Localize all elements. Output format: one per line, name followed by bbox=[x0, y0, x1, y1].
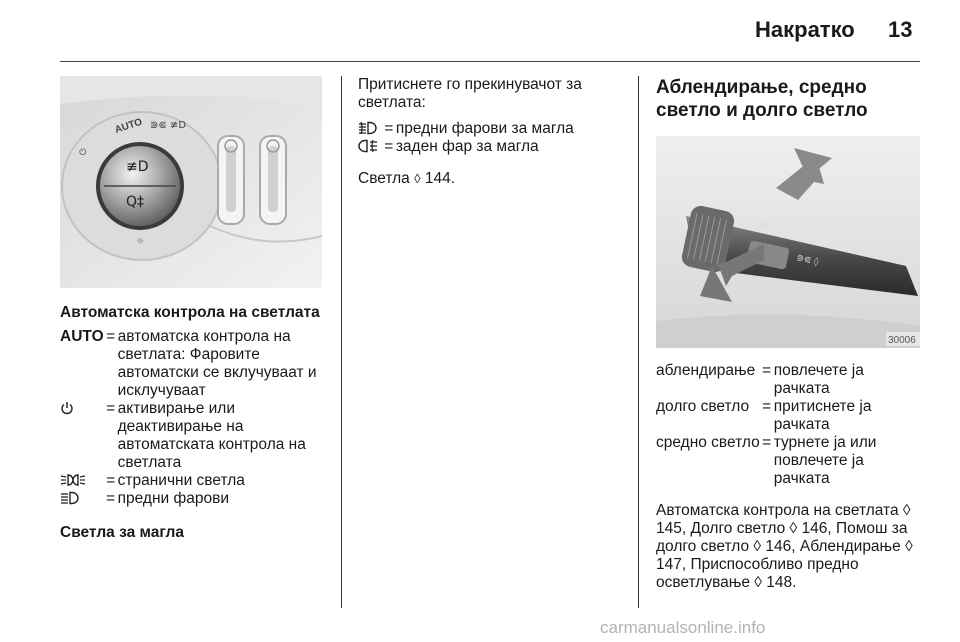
fog-reference bbox=[358, 170, 608, 188]
definition-term: долго светло bbox=[656, 398, 750, 415]
definition-desc: предни фарови за магла bbox=[395, 120, 574, 137]
column-1 bbox=[60, 76, 324, 548]
reference-text: Светла bbox=[358, 170, 410, 187]
definition-desc: притиснете ја рачката bbox=[773, 398, 872, 433]
fog-lights-heading: Светла за магла bbox=[60, 524, 184, 541]
definition-row bbox=[656, 398, 924, 434]
page-header bbox=[0, 0, 960, 62]
definition-term: средно светло bbox=[656, 434, 760, 451]
equals-sign: = bbox=[384, 120, 394, 137]
header-divider bbox=[60, 61, 920, 62]
fog-definitions bbox=[358, 120, 608, 156]
stalk-definitions bbox=[656, 362, 924, 488]
page-number: 13 bbox=[888, 17, 913, 42]
reference-page: 144. bbox=[424, 170, 456, 187]
definition-row bbox=[60, 472, 324, 490]
page-ref-arrow-icon: ◊ bbox=[414, 171, 421, 186]
definition-term bbox=[358, 138, 382, 156]
rear-fog-icon bbox=[358, 139, 378, 153]
column-2 bbox=[358, 76, 608, 188]
definition-desc: заден фар за магла bbox=[395, 138, 539, 155]
svg-text:⏻: ⏻ bbox=[77, 146, 89, 159]
equals-sign: = bbox=[762, 434, 772, 451]
definition-term bbox=[358, 120, 382, 138]
svg-text:Q‡: Q‡ bbox=[126, 194, 145, 210]
svg-text:⋑⋐ ◊: ⋑⋐ ◊ bbox=[795, 253, 820, 268]
definition-term: AUTO bbox=[60, 328, 104, 345]
equals-sign: = bbox=[106, 328, 116, 345]
definition-desc: турнете ја или повлечете ја рачката bbox=[773, 434, 877, 487]
definition-term bbox=[60, 472, 104, 490]
definition-term bbox=[60, 490, 104, 508]
section-title: Накратко bbox=[755, 17, 855, 42]
auto-label: AUTO bbox=[113, 116, 144, 136]
svg-text:≢D ⁞⁞: ≢D ⁞⁞ bbox=[755, 220, 783, 237]
definition-row bbox=[656, 362, 924, 398]
headlamp-icon bbox=[60, 491, 80, 505]
definition-term: аблендирање bbox=[656, 362, 756, 379]
power-icon bbox=[60, 401, 74, 415]
equals-sign: = bbox=[384, 138, 394, 155]
light-switch-definitions bbox=[60, 328, 324, 508]
fog-intro-text: Притиснете го прекинувачот за светлата: bbox=[358, 76, 582, 111]
turn-signal-stalk-illustration bbox=[656, 136, 920, 348]
equals-sign: = bbox=[762, 398, 772, 415]
svg-text:☼: ☼ bbox=[136, 237, 145, 247]
definition-row bbox=[358, 138, 608, 156]
watermark: carmanualsonline.info bbox=[600, 618, 766, 637]
section-heading: Аблендирање, средно светло и долго светло bbox=[656, 77, 868, 121]
definition-row bbox=[60, 490, 324, 508]
equals-sign: = bbox=[762, 362, 772, 379]
side-lights-icon bbox=[60, 473, 86, 487]
light-switch-illustration bbox=[60, 76, 322, 288]
definition-row bbox=[60, 328, 324, 400]
svg-text:≢D: ≢D bbox=[126, 159, 149, 175]
column-divider-2 bbox=[638, 76, 639, 608]
definition-row bbox=[656, 434, 924, 488]
definition-row bbox=[60, 400, 324, 472]
front-fog-icon bbox=[358, 121, 378, 135]
column-divider-1 bbox=[341, 76, 342, 608]
equals-sign: = bbox=[106, 400, 116, 417]
column-3 bbox=[656, 76, 924, 592]
light-switch-figure bbox=[60, 76, 322, 288]
definition-desc: активирање или деактивирање на автоматската контрола на светлата bbox=[117, 400, 306, 471]
definition-desc: автоматска контрола на светлата: Фаровите автоматски се вклучуваат и исклучуваат bbox=[117, 328, 317, 399]
definition-desc: странични светла bbox=[117, 472, 245, 489]
svg-text:⋑⋐ ≢D: ⋑⋐ ≢D bbox=[150, 120, 187, 131]
definition-desc: предни фарови bbox=[117, 490, 230, 507]
figure-caption: Автоматска контрола на светлата bbox=[60, 304, 320, 321]
equals-sign: = bbox=[106, 490, 116, 507]
definition-desc: повлечете ја рачката bbox=[773, 362, 864, 397]
cross-references: Автоматска контрола на светлата ◊ 145, Долго светло ◊ 146, Помош за долго светло ◊ 146, Аблендирање ◊ 147, Приспособливо предно осветлување ◊ 148. bbox=[656, 502, 913, 591]
stalk-figure bbox=[656, 136, 920, 348]
definition-row bbox=[358, 120, 608, 138]
equals-sign: = bbox=[106, 472, 116, 489]
figure-code: 30006 bbox=[888, 335, 916, 346]
definition-term bbox=[60, 400, 104, 472]
